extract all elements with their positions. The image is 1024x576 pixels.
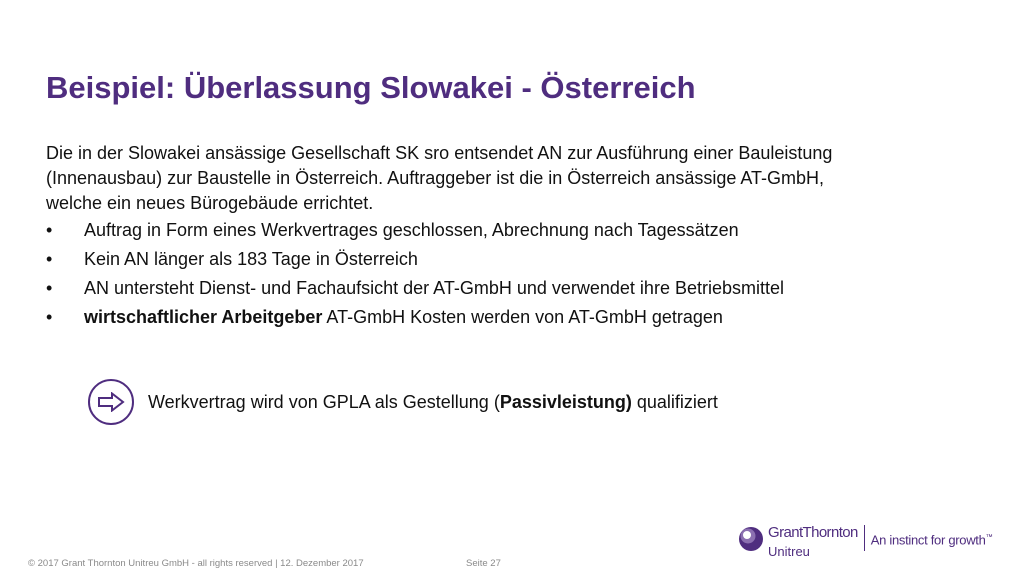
bullet-text: AT-GmbH Kosten werden von AT-GmbH getragen xyxy=(322,307,723,327)
grant-thornton-mark-icon xyxy=(738,526,764,552)
bullet-symbol: • xyxy=(46,220,53,240)
bullet-list xyxy=(46,216,946,332)
bullet-item xyxy=(46,245,946,274)
bullet-symbol: • xyxy=(46,278,53,298)
bullet-item xyxy=(46,303,946,332)
grant-thornton-logo xyxy=(738,524,992,564)
page-number: Seite 27 xyxy=(466,558,501,569)
intro-paragraph: Die in der Slowakei ansässige Gesellschaft SK sro entsendet AN zur Ausführung einer Bauleistung (Innenausbau) zur Baustelle in Österreich. Auftraggeber ist die in Österreich ansässige AT-GmbH, welche ein neues Bürogebäude errichtet. xyxy=(46,143,833,213)
bullet-item xyxy=(46,274,946,303)
slide-title: Beispiel: Überlassung Slowakei - Österreich xyxy=(46,70,696,105)
callout-text-start: Werkvertrag wird von GPLA als Gestellung ( xyxy=(148,391,500,412)
bullet-text: Auftrag in Form eines Werkvertrages geschlossen, Abrechnung nach Tagessätzen xyxy=(84,220,739,240)
logo-name xyxy=(768,524,858,542)
logo-divider xyxy=(864,525,865,551)
bullet-item xyxy=(46,216,946,245)
tagline-text: An instinct for growth xyxy=(870,532,986,548)
logo-name-text: GrantThornton xyxy=(768,524,858,541)
logo-text xyxy=(768,524,858,560)
logo-subsidiary: Unitreu xyxy=(768,544,810,559)
conclusion-callout xyxy=(88,377,718,427)
bullet-text: AN untersteht Dienst- und Fachaufsicht der AT-GmbH und verwendet ihre Betriebsmittel xyxy=(84,278,784,298)
arrow-right-circle-icon xyxy=(88,379,134,425)
callout-bold-term: Passivleistung) xyxy=(499,391,632,412)
bullet-text: Kein AN länger als 183 Tage in Österreich xyxy=(84,249,418,269)
bullet-bold-text: wirtschaftlicher Arbeitgeber xyxy=(84,307,323,327)
trademark-symbol: ™ xyxy=(985,534,993,541)
callout-text-end: qualifiziert xyxy=(631,391,718,412)
bullet-symbol: • xyxy=(46,307,53,327)
logo-tagline xyxy=(871,529,993,549)
footer-copyright: © 2017 Grant Thornton Unitreu GmbH - all rights reserved | 12. Dezember 2017 xyxy=(28,558,364,569)
callout-text xyxy=(148,392,718,413)
bullet-symbol: • xyxy=(46,249,53,269)
